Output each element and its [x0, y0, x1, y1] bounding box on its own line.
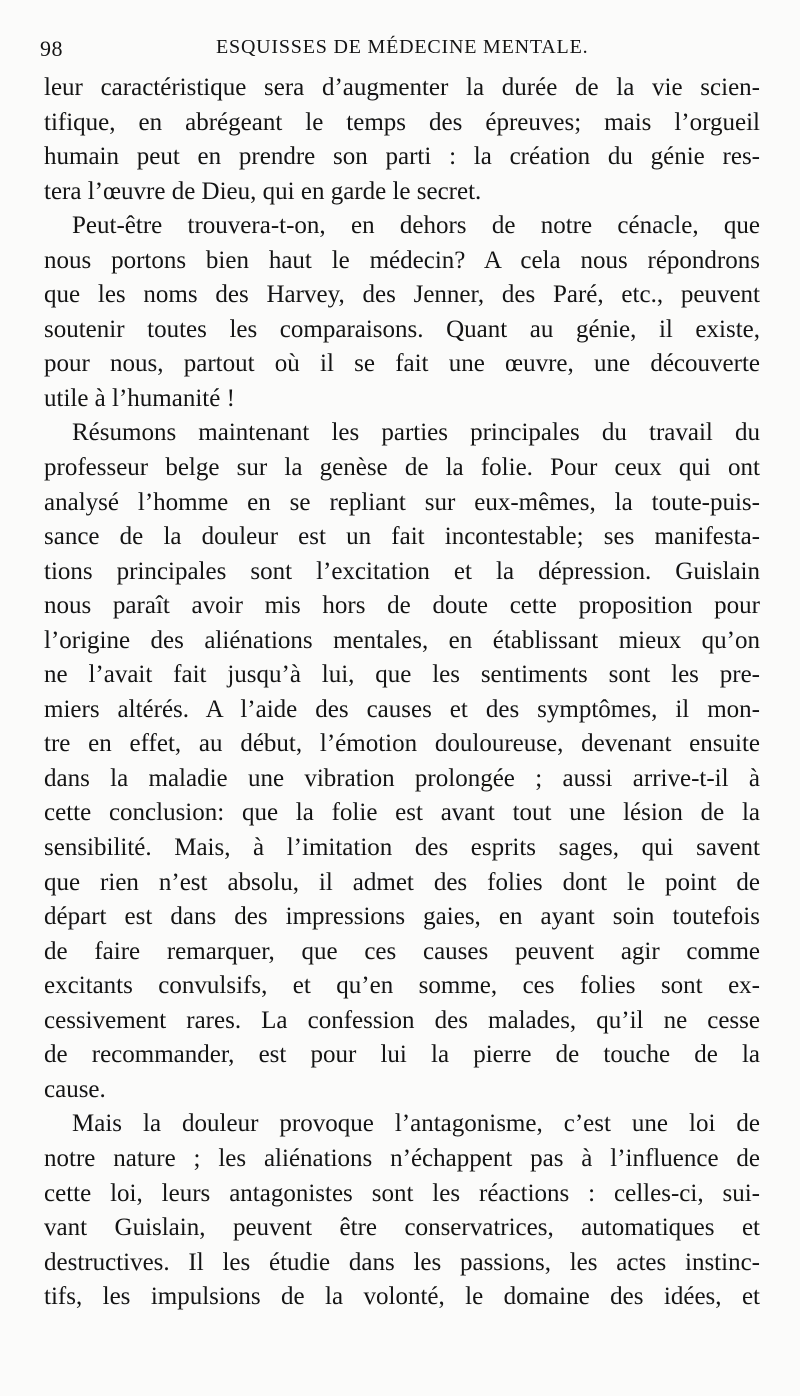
text-line: vant Guislain, peuvent être conservatrices, automatiques et [44, 1214, 760, 1242]
text-line: professeur belge sur la genèse de la folie. Pour ceux qui ont [44, 454, 760, 482]
text-line: départ est dans des impressions gaies, en ayant soin toutefois [44, 903, 760, 931]
running-title: ESQUISSES DE MÉDECINE MENTALE. [216, 36, 589, 58]
text-line: Résumons maintenant les parties principales du travail du [72, 419, 760, 447]
text-line: tifs, les impulsions de la volonté, le domaine des idées, et [44, 1283, 760, 1311]
text-line: tifique, en abrégeant le temps des épreuves; mais l’orgueil [44, 108, 760, 136]
text-line: nous portons bien haut le médecin? A cela nous répondrons [44, 246, 760, 274]
text-line: tions principales sont l’excitation et la dépression. Guislain [44, 557, 760, 585]
page-number: 98 [40, 36, 63, 61]
text-line: soutenir toutes les comparaisons. Quant au génie, il existe, [44, 315, 760, 343]
text-line: pour nous, partout où il se fait une œuvre, une découverte [44, 350, 760, 378]
text-line: que les noms des Harvey, des Jenner, des Paré, etc., peuvent [44, 281, 760, 309]
text-line: l’origine des aliénations mentales, en établissant mieux qu’on [44, 626, 760, 654]
text-line: dans la maladie une vibration prolongée ; aussi arrive-t-il à [44, 764, 760, 792]
text-line: miers altérés. A l’aide des causes et des symptômes, il mon- [44, 695, 760, 723]
text-line: cessivement rares. La confession des malades, qu’il ne cesse [44, 1006, 760, 1034]
text-line: de faire remarquer, que ces causes peuvent agir comme [44, 937, 760, 965]
running-head [40, 30, 760, 64]
text-line: humain peut en prendre son parti : la création du génie res- [44, 143, 760, 171]
body-text [44, 71, 760, 1315]
text-line: nous paraît avoir mis hors de doute cette proposition pour [44, 592, 760, 620]
text-line: cause. [44, 1075, 106, 1103]
text-line: destructives. Il les étudie dans les passions, les actes instinc- [44, 1248, 760, 1276]
text-line: de recommander, est pour lui la pierre de touche de la [44, 1041, 760, 1069]
text-line: utile à l’humanité ! [44, 384, 235, 412]
text-line: tre en effet, au début, l’émotion douloureuse, devenant ensuite [44, 730, 760, 758]
text-line: Mais la douleur provoque l’antagonisme, c’est une loi de [72, 1110, 760, 1138]
text-line: leur caractéristique sera d’augmenter la durée de la vie scien- [44, 74, 760, 101]
text-line: sance de la douleur est un fait incontestable; ses manifesta- [44, 523, 760, 551]
text-line: analysé l’homme en se repliant sur eux-mêmes, la toute-puis- [44, 488, 760, 516]
text-line: excitants convulsifs, et qu’en somme, ces folies sont ex- [44, 972, 760, 1000]
text-line: notre nature ; les aliénations n’échappent pas à l’influence de [44, 1144, 760, 1172]
text-line: cette conclusion: que la folie est avant tout une lésion de la [44, 799, 760, 827]
text-line: sensibilité. Mais, à l’imitation des esprits sages, qui savent [44, 834, 760, 862]
text-line: que rien n’est absolu, il admet des folies dont le point de [44, 868, 760, 896]
text-line: tera l’œuvre de Dieu, qui en garde le secret. [44, 177, 482, 205]
text-line: Peut-être trouvera-t-on, en dehors de notre cénacle, que [72, 212, 760, 240]
text-line: cette loi, leurs antagonistes sont les réactions : celles-ci, sui- [44, 1179, 760, 1207]
text-line: ne l’avait fait jusqu’à lui, que les sentiments sont les pre- [44, 661, 760, 689]
